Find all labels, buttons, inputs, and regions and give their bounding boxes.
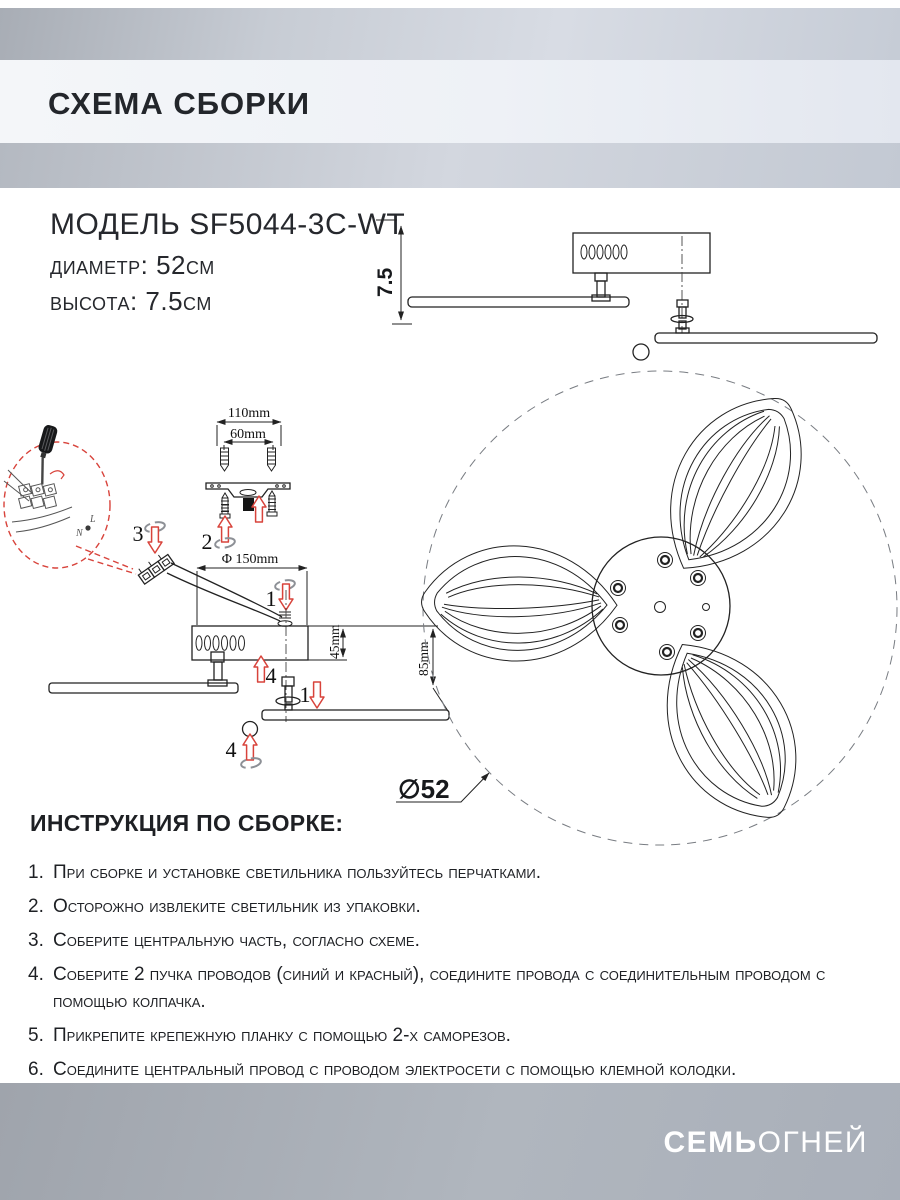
screw [267,491,277,516]
model-name: МОДЕЛЬ SF5044-3C-WT [50,208,406,241]
page-title: СХЕМА СБОРКИ [48,86,311,121]
instruction-text: При сборке и установке светильника пользуйтесь перчатками. [53,862,542,883]
instruction-item [28,1057,856,1084]
petals [421,371,834,843]
dim-drop-height-label: 85mm [416,641,431,676]
instruction-text: Осторожно извлеките светильник из упаковки. [53,895,421,917]
step-marker-3: 3 [132,521,144,546]
dim-bracket-width-label: 110mm [227,406,271,421]
brand-logo-light: ОГНЕЙ [757,1126,868,1159]
lock-nut-icon [240,757,261,770]
instruction-text: Соберите 2 пучка проводов (синий и красный), соедините провода с соединительным проводом с помощью колпачка. [53,963,826,1012]
brand-logo-bold: СЕМЬ [663,1126,758,1159]
brand-logo [663,1126,868,1160]
red-arrow-down-icon [310,682,324,708]
bracket-detail [202,406,291,554]
step-marker-4a: 4 [265,663,277,688]
model-height: высота: 7.5см [50,286,212,316]
instruction-number: 1. [28,862,44,883]
callout-pointer [76,546,136,574]
wall-plug [221,448,229,471]
red-turn-arrow-icon [50,471,64,479]
dim-height-label: 7.5 [374,267,397,297]
instructions-heading: ИНСТРУКЦИЯ ПО СБОРКЕ: [30,810,344,836]
lamp-arm [262,710,449,720]
driver-vents [581,245,627,259]
model-diameter: диаметр: 52см [50,250,215,280]
step-marker-1b: 1 [299,682,311,707]
wall-plug [268,448,276,471]
dim-overall-diameter-label: ∅52 [398,774,450,804]
wiring-detail [4,424,136,574]
base-housing [192,626,308,660]
dim-height [374,220,412,324]
instructions-list [28,860,856,1091]
side-view [408,233,877,360]
wire-label-neutral: N [76,528,83,539]
terminal-screw-icon [85,525,90,530]
base-exploded-view [49,552,449,769]
instruction-item [28,962,856,1016]
instruction-item [28,928,856,955]
base-vents [196,636,245,651]
instruction-number: 5. [28,1024,44,1046]
step-marker-2: 2 [201,529,213,554]
red-arrow-up-icon [243,734,257,760]
instruction-item [28,894,856,921]
instruction-text: Соедините центральный провод с проводом электросети с помощью клемной колодки. [53,1058,737,1080]
dim-base-diameter-label: Φ 150mm [221,552,279,567]
instruction-number: 4. [28,963,44,985]
top-view [396,371,897,845]
bolt-holes [611,553,706,660]
red-arrow-up-icon [252,496,266,522]
threaded-stud-icon [279,612,291,618]
instruction-number: 2. [28,895,44,917]
bracket-stud [243,498,254,511]
dim-base-height-label: 45mm [327,624,342,659]
instruction-text: Соберите центральную часть, согласно схеме. [53,929,420,951]
lamp-arm [49,683,238,693]
screwdriver-icon [29,424,59,485]
instruction-number: 3. [28,929,44,951]
wire-sketch [4,470,72,532]
wire-label-live: L [90,514,96,525]
instruction-item [28,1023,856,1050]
instruction-item [28,860,856,887]
instruction-text: Прикрепите крепежную планку с помощью 2-х саморезов. [53,1024,511,1046]
instruction-number: 6. [28,1058,44,1080]
lock-nut-icon [214,537,235,550]
step-marker-4b: 4 [225,737,237,762]
step-marker-1a: 1 [265,586,277,611]
dim-hole-spacing-label: 60mm [230,427,266,442]
